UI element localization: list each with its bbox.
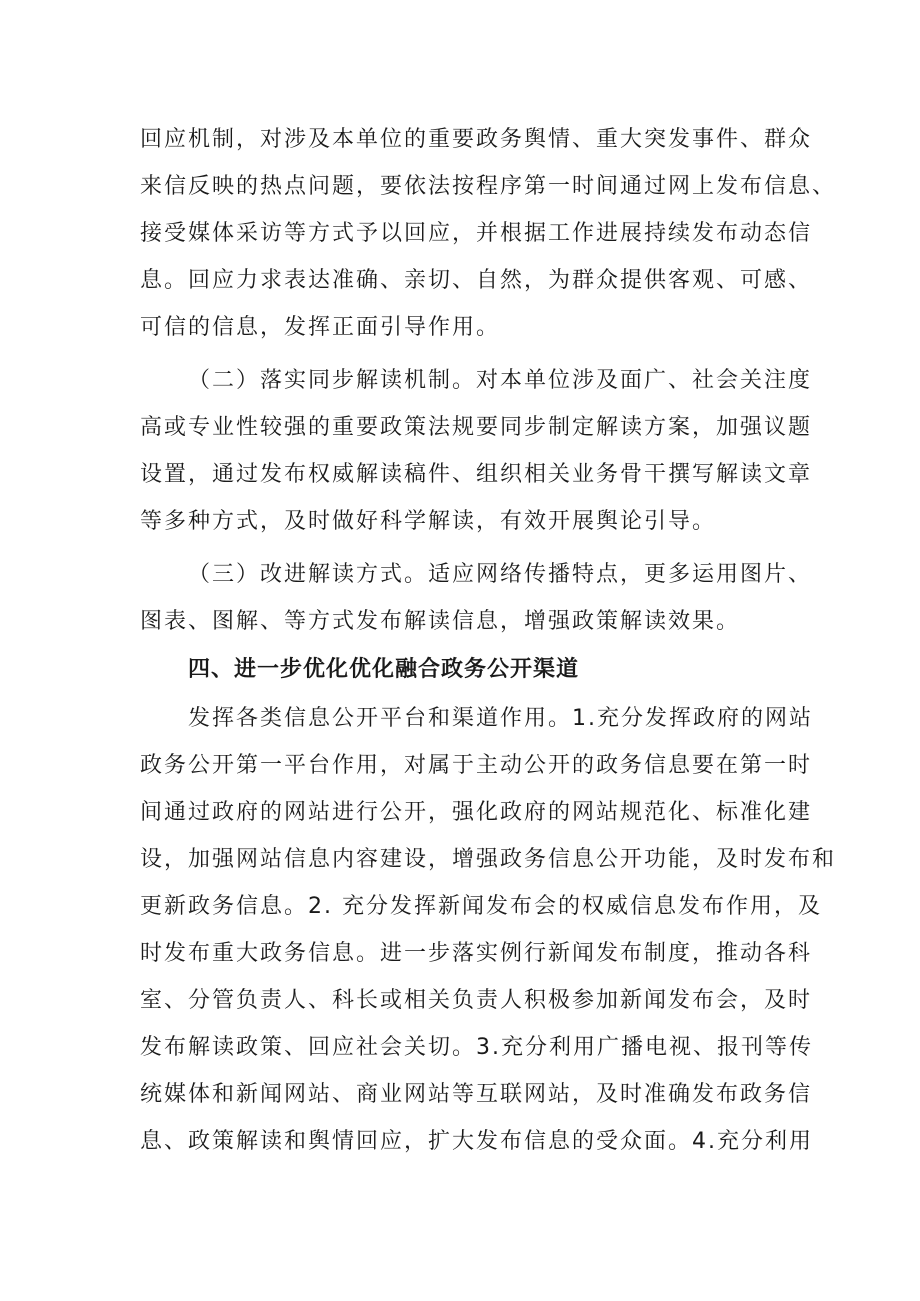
paragraph-line: 息。回应力求表达准确、亲切、自然，为群众提供客观、可感、 (140, 268, 813, 293)
paragraph-line: 发挥各类信息公开平台和渠道作用。1.充分发挥政府的网站 (188, 706, 813, 731)
paragraph-line: 高或专业性较强的重要政策法规要同步制定解读方案，加强议题 (140, 415, 813, 440)
paragraph-line: 间通过政府的网站进行公开，强化政府的网站规范化、标准化建 (140, 800, 813, 825)
paragraph-line: 息、政策解读和舆情回应，扩大发布信息的受众面。4.充分利用 (140, 1129, 813, 1154)
paragraph-line: 政务公开第一平台作用，对属于主动公开的政务信息要在第一时 (140, 753, 813, 778)
paragraph-line: 发布解读政策、回应社会关切。3.充分利用广播电视、报刊等传 (140, 1035, 813, 1060)
paragraph-line: 等多种方式，及时做好科学解读，有效开展舆论引导。 (140, 509, 717, 534)
paragraph-line: 时发布重大政务信息。进一步落实例行新闻发布制度，推动各科 (140, 941, 813, 966)
paragraph-line: 来信反映的热点问题，要依法按程序第一时间通过网上发布信息、 (140, 174, 837, 199)
section-heading: 四、进一步优化优化融合政务公开渠道 (188, 657, 580, 682)
paragraph-line: （三）改进解读方式。适应网络传播特点，更多运用图片、 (188, 562, 813, 587)
paragraph-line: 室、分管负责人、科长或相关负责人积极参加新闻发布会，及时 (140, 988, 813, 1013)
paragraph-line: 接受媒体采访等方式予以回应，并根据工作进展持续发布动态信 (140, 221, 813, 246)
paragraph-line: 设，加强网站信息内容建设，增强政务信息公开功能，及时发布和 (140, 847, 837, 872)
paragraph-line: 更新政务信息。2. 充分发挥新闻发布会的权威信息发布作用，及 (140, 894, 822, 919)
paragraph-line: 统媒体和新闻网站、商业网站等互联网站，及时准确发布政务信 (140, 1082, 813, 1107)
paragraph-line: （二）落实同步解读机制。对本单位涉及面广、社会关注度 (188, 368, 813, 393)
paragraph-line: 可信的信息，发挥正面引导作用。 (140, 315, 501, 340)
paragraph-line: 回应机制，对涉及本单位的重要政务舆情、重大突发事件、群众 (140, 127, 813, 152)
paragraph-line: 设置，通过发布权威解读稿件、组织相关业务骨干撰写解读文章 (140, 462, 813, 487)
paragraph-line: 图表、图解、等方式发布解读信息，增强政策解读效果。 (140, 609, 741, 634)
